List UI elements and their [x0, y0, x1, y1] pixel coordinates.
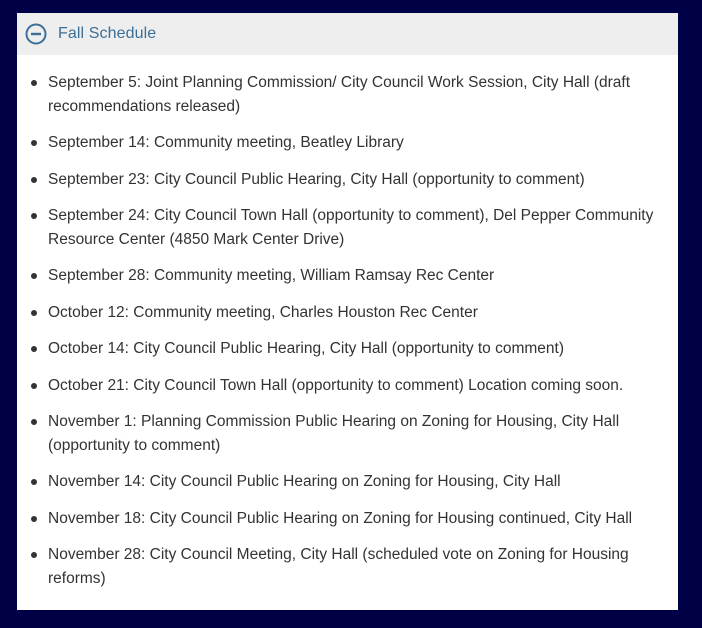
- accordion-content: [17, 55, 678, 590]
- schedule-item: November 14: City Council Public Hearing on Zoning for Housing, City Hall: [17, 470, 672, 494]
- schedule-item: September 14: Community meeting, Beatley Library: [17, 131, 672, 155]
- schedule-item: September 24: City Council Town Hall (opportunity to comment), Del Pepper Community Resource Center (4850 Mark Center Drive): [17, 204, 672, 251]
- schedule-item: November 18: City Council Public Hearing on Zoning for Housing continued, City Hall: [17, 507, 672, 531]
- accordion-header-fall-schedule[interactable]: [17, 13, 678, 55]
- schedule-item: September 5: Joint Planning Commission/ City Council Work Session, City Hall (draft recommendations released): [17, 71, 672, 118]
- schedule-list: [17, 71, 672, 590]
- schedule-item: October 12: Community meeting, Charles Houston Rec Center: [17, 301, 672, 325]
- schedule-item: November 28: City Council Meeting, City Hall (scheduled vote on Zoning for Housing reforms): [17, 543, 672, 590]
- schedule-item: November 1: Planning Commission Public Hearing on Zoning for Housing, City Hall (opportunity to comment): [17, 410, 672, 457]
- accordion-panel: [17, 13, 678, 610]
- schedule-item: September 23: City Council Public Hearing, City Hall (opportunity to comment): [17, 168, 672, 192]
- accordion-title: Fall Schedule: [58, 25, 157, 42]
- schedule-item: October 21: City Council Town Hall (opportunity to comment) Location coming soon.: [17, 374, 672, 398]
- schedule-item: September 28: Community meeting, William Ramsay Rec Center: [17, 264, 672, 288]
- minus-circle-icon[interactable]: [25, 23, 47, 45]
- schedule-item: October 14: City Council Public Hearing, City Hall (opportunity to comment): [17, 337, 672, 361]
